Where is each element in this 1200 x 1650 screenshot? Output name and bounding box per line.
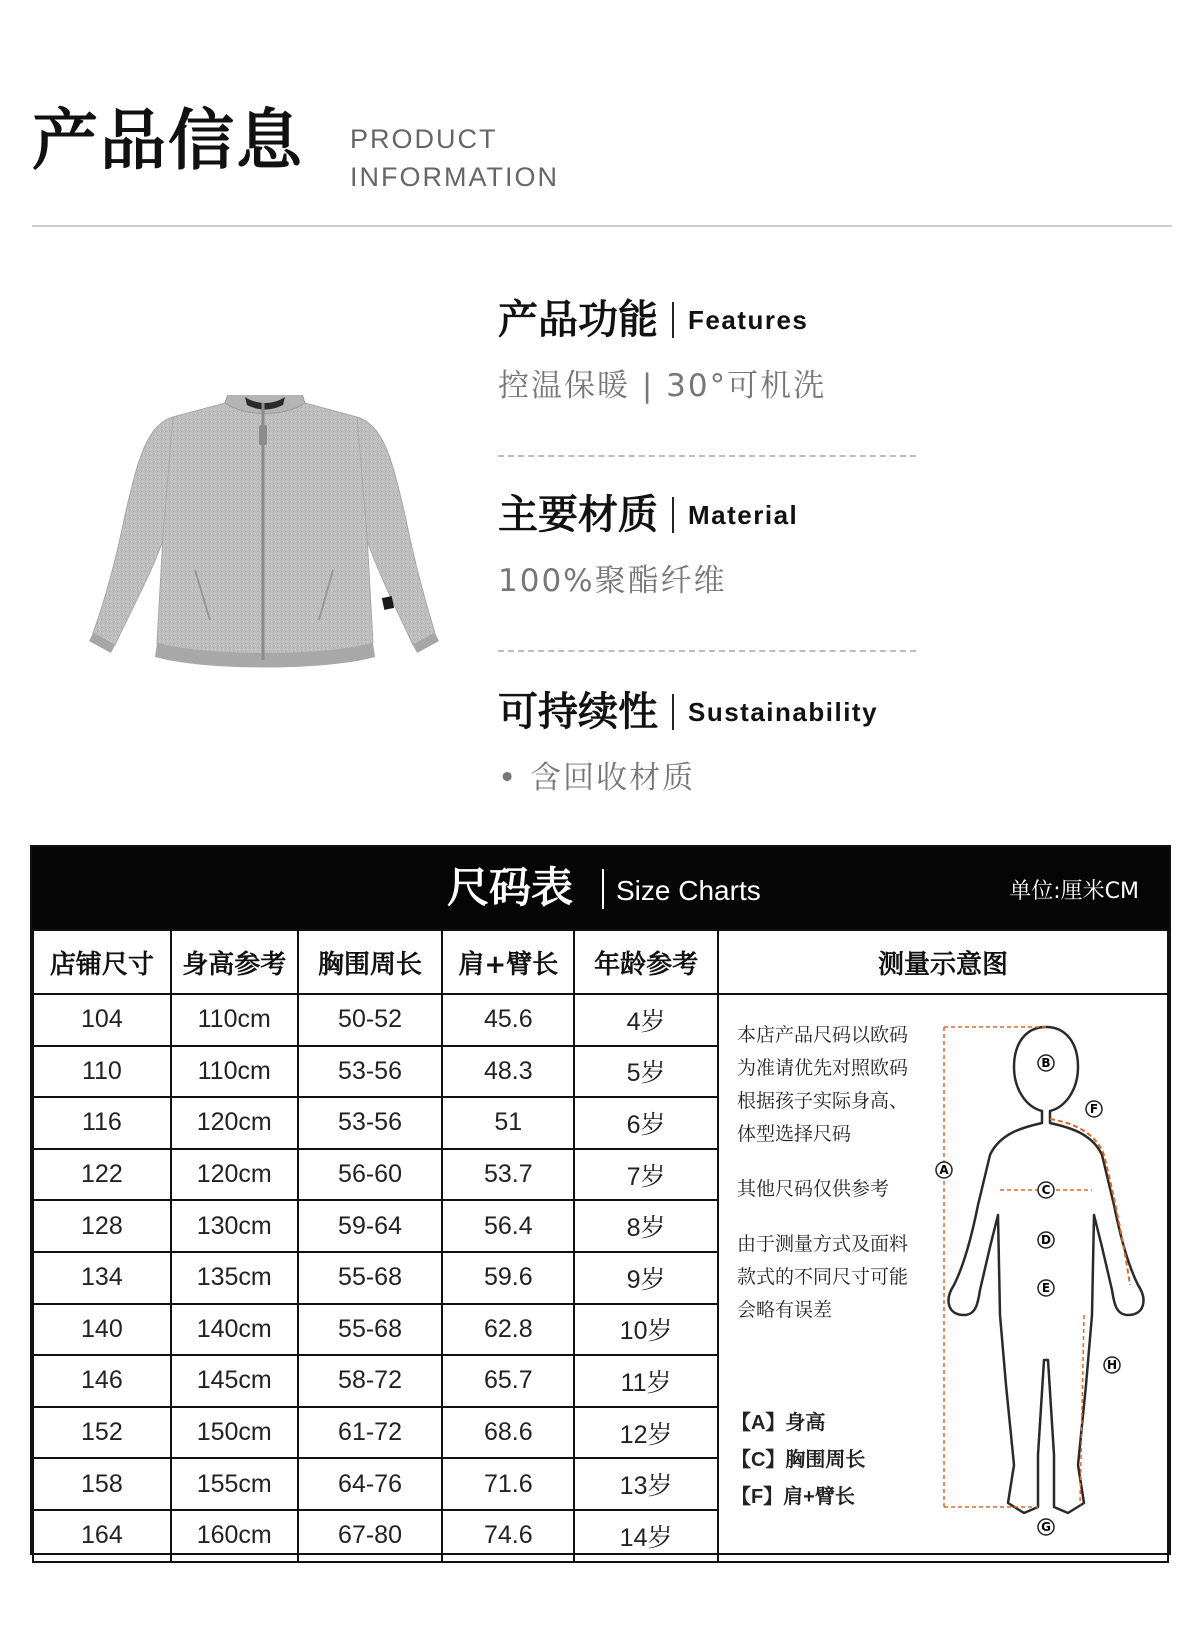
size-chart-title-en: Size Charts xyxy=(616,875,761,906)
measurement-legend xyxy=(731,1405,865,1516)
dashed-divider xyxy=(498,650,916,652)
cell-sleeve: 65.7 xyxy=(442,1355,574,1407)
cell-chest: 53-56 xyxy=(298,1046,443,1098)
marker-f-icon xyxy=(1086,1101,1102,1117)
cell-sleeve: 51 xyxy=(442,1097,574,1149)
legend-item: 【F】肩+臂长 xyxy=(730,1486,855,1508)
cell-size: 146 xyxy=(33,1355,171,1407)
feature-value: • 含回收材质 xyxy=(498,760,696,796)
cell-chest: 50-52 xyxy=(298,994,443,1046)
feature-value: 100%聚酯纤维 xyxy=(498,563,727,599)
size-chart-title: 尺码表 xyxy=(447,863,574,912)
note-line: 根据孩子实际身高、 xyxy=(736,1091,908,1112)
cell-height: 110cm xyxy=(171,1046,298,1098)
column-header: 年龄参考 xyxy=(574,930,718,994)
note-line: 款式的不同尺寸可能 xyxy=(736,1267,908,1288)
cell-height: 145cm xyxy=(171,1355,298,1407)
feature-value: 控温保暖 | 30°可机洗 xyxy=(498,368,827,404)
dashed-divider xyxy=(498,455,916,457)
cell-age: 6岁 xyxy=(574,1097,718,1149)
note-line: 由于测量方式及面料 xyxy=(736,1234,908,1255)
marker-g-icon xyxy=(1038,1519,1054,1535)
legend-item: 【C】胸围周长 xyxy=(730,1449,866,1471)
cell-age: 10岁 xyxy=(574,1304,718,1356)
marker-label: F xyxy=(1089,1102,1099,1116)
column-header: 身高参考 xyxy=(171,930,298,994)
cell-size: 128 xyxy=(33,1200,171,1252)
cell-height: 120cm xyxy=(171,1149,298,1201)
cell-size: 104 xyxy=(33,994,171,1046)
feature-title-cn: 主要材质 xyxy=(498,492,658,538)
feature-title-cn: 可持续性 xyxy=(498,689,658,735)
cell-age: 11岁 xyxy=(574,1355,718,1407)
marker-b-icon xyxy=(1038,1055,1054,1071)
divider xyxy=(602,869,604,909)
cell-size: 134 xyxy=(33,1252,171,1304)
marker-h-icon xyxy=(1104,1357,1120,1373)
note-line: 体型选择尺码 xyxy=(736,1124,851,1145)
column-header: 胸围周长 xyxy=(298,930,443,994)
divider xyxy=(672,302,674,338)
cell-chest: 55-68 xyxy=(298,1252,443,1304)
cell-size: 110 xyxy=(33,1046,171,1098)
marker-label: C xyxy=(1041,1183,1051,1197)
body-measurement-figure xyxy=(934,1015,1159,1545)
page-title-en xyxy=(350,120,559,196)
divider xyxy=(672,694,674,730)
cell-height: 120cm xyxy=(171,1097,298,1149)
size-table xyxy=(32,929,1169,1563)
feature-functions xyxy=(498,297,938,405)
cell-size: 140 xyxy=(33,1304,171,1356)
cell-sleeve: 62.8 xyxy=(442,1304,574,1356)
cell-size: 164 xyxy=(33,1510,171,1562)
feature-sustainability xyxy=(498,689,938,797)
cell-age: 14岁 xyxy=(574,1510,718,1562)
cell-chest: 64-76 xyxy=(298,1458,443,1510)
cell-chest: 58-72 xyxy=(298,1355,443,1407)
cell-size: 152 xyxy=(33,1407,171,1459)
cell-age: 9岁 xyxy=(574,1252,718,1304)
divider xyxy=(672,497,674,533)
note-line: 会略有误差 xyxy=(736,1300,832,1321)
cell-chest: 53-56 xyxy=(298,1097,443,1149)
cell-sleeve: 45.6 xyxy=(442,994,574,1046)
cell-chest: 55-68 xyxy=(298,1304,443,1356)
column-header: 测量示意图 xyxy=(718,930,1168,994)
page-title-en-line2: INFORMATION xyxy=(350,162,559,192)
feature-title-cn: 产品功能 xyxy=(498,297,658,343)
note-line: 其他尺码仅供参考 xyxy=(736,1179,889,1200)
legend-item: 【A】身高 xyxy=(730,1412,826,1434)
cell-height: 135cm xyxy=(171,1252,298,1304)
marker-c-icon xyxy=(1038,1182,1054,1198)
marker-e-icon xyxy=(1038,1280,1054,1296)
feature-title-en: Material xyxy=(688,500,799,530)
marker-label: D xyxy=(1040,1233,1051,1247)
cell-chest: 67-80 xyxy=(298,1510,443,1562)
cell-height: 130cm xyxy=(171,1200,298,1252)
note-line: 为准请优先对照欧码 xyxy=(736,1058,908,1079)
page-title: 产品信息 xyxy=(32,102,304,179)
marker-label: G xyxy=(1041,1520,1051,1534)
cell-age: 8岁 xyxy=(574,1200,718,1252)
marker-a-icon xyxy=(936,1162,952,1178)
cell-height: 155cm xyxy=(171,1458,298,1510)
cell-size: 158 xyxy=(33,1458,171,1510)
cell-sleeve: 68.6 xyxy=(442,1407,574,1459)
column-header: 肩+臂长 xyxy=(442,930,574,994)
cell-sleeve: 74.6 xyxy=(442,1510,574,1562)
feature-title-en: Features xyxy=(688,305,809,335)
cell-height: 150cm xyxy=(171,1407,298,1459)
marker-d-icon xyxy=(1038,1232,1054,1248)
size-chart-header xyxy=(32,847,1169,929)
feature-material xyxy=(498,492,938,600)
page-title-en-line1: PRODUCT xyxy=(350,124,498,154)
cell-age: 13岁 xyxy=(574,1458,718,1510)
cell-height: 110cm xyxy=(171,994,298,1046)
cell-chest: 56-60 xyxy=(298,1149,443,1201)
cell-age: 5岁 xyxy=(574,1046,718,1098)
header-divider xyxy=(32,225,1172,227)
column-header: 店铺尺寸 xyxy=(33,930,171,994)
cell-age: 4岁 xyxy=(574,994,718,1046)
note-line: 本店产品尺码以欧码 xyxy=(736,1025,908,1046)
size-chart xyxy=(30,845,1171,1555)
cell-size: 122 xyxy=(33,1149,171,1201)
marker-label: B xyxy=(1041,1056,1051,1070)
marker-label: A xyxy=(939,1163,949,1177)
marker-label: H xyxy=(1106,1358,1117,1372)
feature-title-en: Sustainability xyxy=(688,697,879,727)
cell-age: 7岁 xyxy=(574,1149,718,1201)
measurement-diagram-cell xyxy=(718,994,1168,1562)
marker-label: E xyxy=(1041,1281,1051,1295)
cell-sleeve: 53.7 xyxy=(442,1149,574,1201)
cell-height: 160cm xyxy=(171,1510,298,1562)
product-jacket-image xyxy=(85,395,445,715)
cell-sleeve: 56.4 xyxy=(442,1200,574,1252)
cell-height: 140cm xyxy=(171,1304,298,1356)
cell-age: 12岁 xyxy=(574,1407,718,1459)
cell-chest: 61-72 xyxy=(298,1407,443,1459)
cell-size: 116 xyxy=(33,1097,171,1149)
cell-chest: 59-64 xyxy=(298,1200,443,1252)
size-notes xyxy=(737,1019,908,1327)
size-chart-unit: 单位:厘米CM xyxy=(1009,879,1139,904)
table-row xyxy=(33,994,1168,1046)
cell-sleeve: 59.6 xyxy=(442,1252,574,1304)
cell-sleeve: 71.6 xyxy=(442,1458,574,1510)
table-header-row xyxy=(33,930,1168,994)
cell-sleeve: 48.3 xyxy=(442,1046,574,1098)
